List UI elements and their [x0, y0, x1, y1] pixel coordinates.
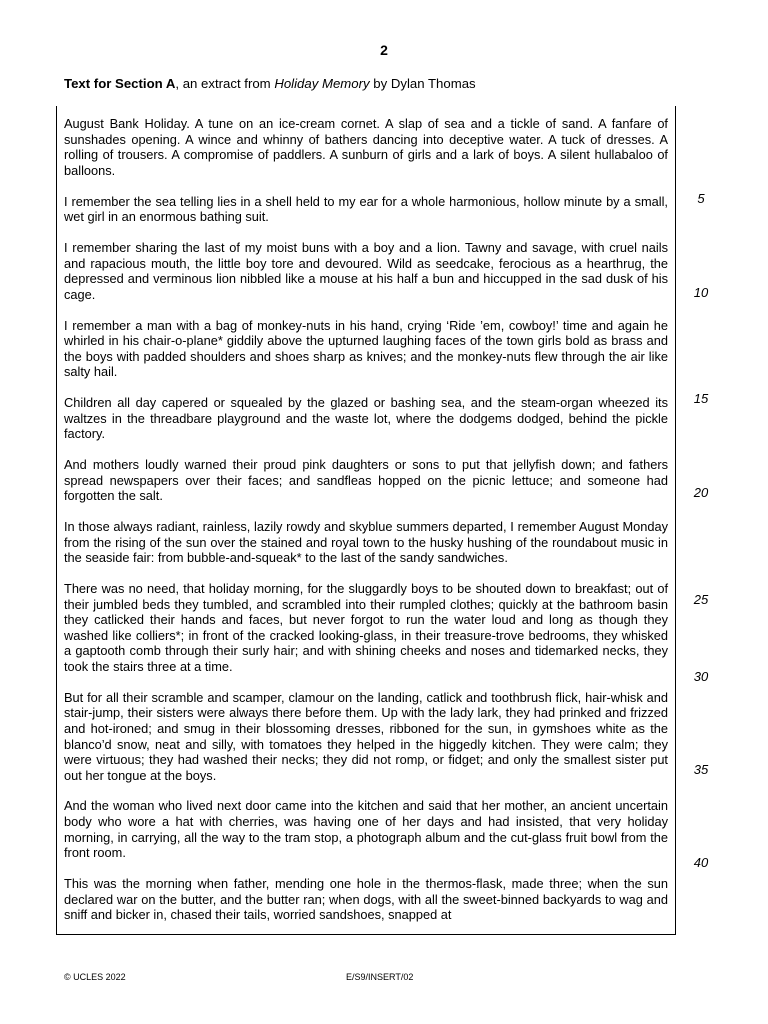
paragraph-8: There was no need, that holiday morning, for the sluggardly boys to be shouted down to breakfast; out of their jumbled beds they tumbled, and scrambled into their rumpled clothes; quickly at the bathroom basin they catlicked their hands and faces, but never forgot to run the water loud and long as though they washed like colliers*; in front of the cracked looking-glass, in their treasure-trove bedrooms, they whisked a gaptooth comb through their surly hair; and with shining cheeks and noses and tidemarked necks, they took the stairs three at a time.	[64, 580, 668, 674]
paragraph-5: Children all day capered or squealed by the glazed or bashing sea, and the steam-organ wheezed its waltzes in the threadbare playground and the waste lot, where the dodgems dodged, behind the pickle factory.	[64, 395, 668, 442]
line-number-25: 25	[693, 592, 709, 607]
line-number-15: 15	[693, 391, 709, 406]
heading-title: Holiday Memory	[274, 76, 370, 91]
paragraph-1: August Bank Holiday. A tune on an ice-cream cornet. A slap of sea and a tickle of sand. A fanfare of sunshades opening. A wince and whinny of bathers dancing into deceptive water. A tuck of dresses. A rolling of trousers. A compromise of paddlers. A sunburn of girls and a lark of boys. A silent hullabaloo of balloons.	[64, 116, 668, 178]
paragraph-6: And mothers loudly warned their proud pink daughters or sons to put that jellyfish down; and fathers spread newspapers over their faces; and sandfleas hopped on the picnic lettuce; and someone had forgotten the salt.	[64, 457, 668, 504]
line-number-5: 5	[697, 191, 705, 206]
heading-bold: Text for Section A	[64, 76, 176, 91]
line-number-20: 20	[693, 485, 709, 500]
paragraph-4: I remember a man with a bag of monkey-nuts in his hand, crying ‘Ride ’em, cowboy!’ time and again he whirled in his chair-o-plane* giddily above the upturned laughing faces of the town girls bold as brass and the boys with padded shoulders and shoes sharp as knives; and the monkey-nuts flew through the air like salty hail.	[64, 317, 668, 380]
paragraph-10: And the woman who lived next door came into the kitchen and said that her mother, an ancient uncertain body who wore a hat with cherries, was having one of her days and had insisted, that very holiday morning, in carrying, all the way to the tram stop, a photograph album and the cut-glass fruit bowl from the front room.	[64, 798, 668, 861]
line-number-30: 30	[693, 669, 709, 684]
extract-text	[64, 116, 668, 938]
paragraph-7: In those always radiant, rainless, lazily rowdy and skyblue summers departed, I remember August Monday from the rising of the sun over the stained and royal town to the husky hushing of the roundabout music in the seaside fair: from bubble-and-squeak* to the last of the sandy sandwiches.	[64, 519, 668, 566]
paragraph-11: This was the morning when father, mending one hole in the thermos-flask, made three; when the sun declared war on the butter, and the butter ran; when dogs, with all the sweet-binned backyards to wag and sniff and bicker in, chased their tails, worried sandshoes, snapped at	[64, 876, 668, 923]
line-number-10: 10	[693, 285, 709, 300]
paragraph-3: I remember sharing the last of my moist buns with a boy and a lion. Tawny and savage, with cruel nails and rapacious mouth, the little boy tore and devoured. Wild as seedcake, ferocious as a hearthrug, the depressed and verminous lion nibbled like a mouse at his half a bun and hiccupped in the sad dusk of his cage.	[64, 239, 668, 302]
paragraph-2: I remember the sea telling lies in a shell held to my ear for a whole harmonious, hollow minute by a small, wet girl in an enormous bathing suit.	[64, 193, 668, 225]
line-number-35: 35	[693, 762, 709, 777]
footer-code: E/S9/INSERT/02	[346, 972, 414, 982]
page-number: 2	[380, 42, 388, 58]
line-number-40: 40	[693, 855, 709, 870]
section-heading	[64, 76, 476, 92]
paragraph-9: But for all their scramble and scamper, clamour on the landing, catlick and toothbrush flick, hair-whisk and stair-jump, their sisters were always there before them. Up with the lady lark, they had prinked and frizzed and hot-ironed; and smug in their blossoming dresses, ribboned for the sun, in gymshoes white as the blanco’d snow, neat and silly, with tomatoes they helped in the higgedly kitchen. They were calm; they were virtuous; they had washed their necks; they did not romp, or fidget; and only the smallest sister put out her tongue at the boys.	[64, 689, 668, 783]
footer-copyright: © UCLES 2022	[64, 972, 126, 982]
heading-pre: , an extract from	[175, 76, 275, 91]
heading-post: by Dylan Thomas	[369, 76, 476, 91]
